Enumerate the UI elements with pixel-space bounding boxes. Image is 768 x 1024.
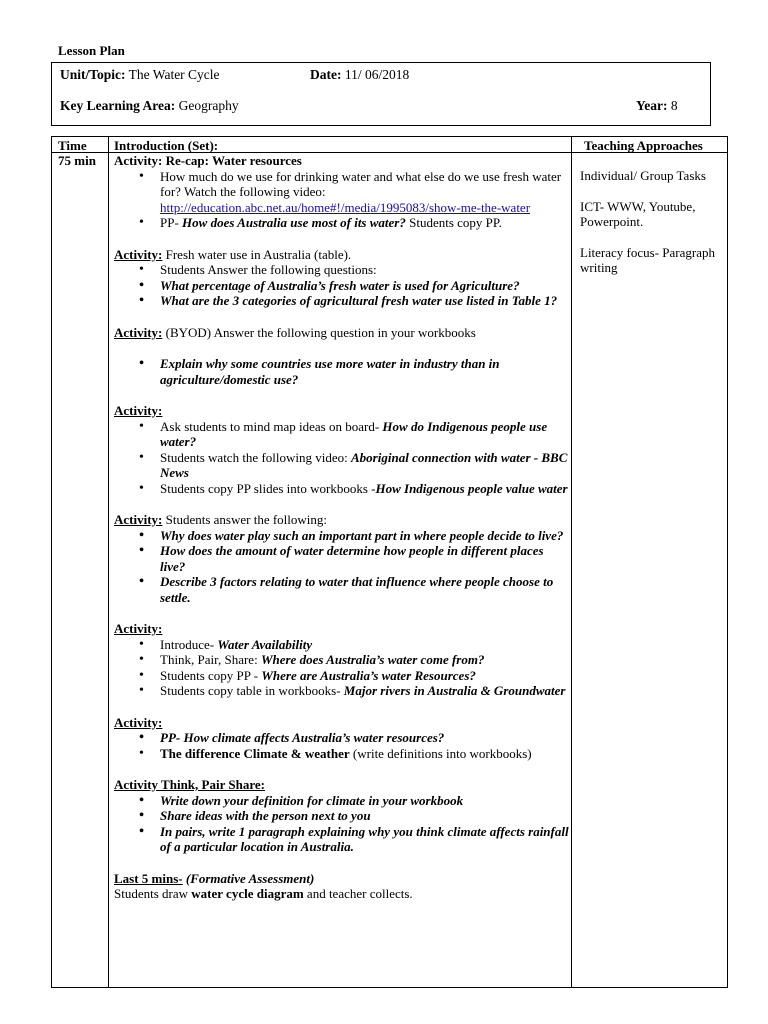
closing-title: Last 5 mins- (Formative Assessment): [114, 870, 315, 886]
list-item: • Students copy table in workbooks- Major rivers in Australia & Groundwater: [160, 683, 569, 699]
lesson-content: [114, 153, 569, 902]
activity-4-title: Activity:: [114, 403, 163, 418]
list-item: • How much do we use for drinking water and what else do we use fresh water for? Watch the following video: http://education.abc.net.au/home#!/media/1995083/show-me-the-water: [160, 169, 569, 216]
activity-1-title: Activity: Re-cap: Water resources: [114, 153, 302, 168]
document-title: Lesson Plan: [58, 43, 125, 58]
year-level: Year: 8: [636, 98, 678, 113]
list-item: • PP- How climate affects Australia’s water resources?: [160, 730, 569, 746]
list-item: • PP- How does Australia use most of its water? Students copy PP.: [160, 215, 569, 231]
list-item: • Share ideas with the person next to you: [160, 808, 569, 824]
header-box: [51, 62, 711, 126]
intro-column-header: Introduction (Set):: [114, 138, 219, 153]
activity-5-title: Activity: Students answer the following:: [114, 512, 328, 527]
list-item: • Students copy PP slides into workbooks -How Indigenous people value water: [160, 481, 569, 497]
video-link[interactable]: http://education.abc.net.au/home#!/media/1995083/show-me-the-water: [160, 199, 531, 215]
list-item: • Describe 3 factors relating to water that influence where people choose to settle.: [160, 574, 569, 605]
list-item: • What percentage of Australia’s fresh water is used for Agriculture?: [160, 278, 569, 294]
list-item: • Students copy PP - Where are Australia’s water Resources?: [160, 668, 569, 684]
approach-column-header: Teaching Approaches: [584, 138, 703, 153]
activity-7-title: Activity:: [114, 714, 163, 730]
list-item: • Students watch the following video: Aboriginal connection with water - BBC News: [160, 450, 569, 481]
approach-item: Individual/ Group Tasks: [580, 168, 706, 183]
list-item: • Write down your definition for climate in your workbook: [160, 793, 569, 809]
time-column-header: Time: [58, 138, 87, 153]
list-item: • In pairs, write 1 paragraph explaining why you think climate affects rainfall of a particular location in Australia.: [160, 824, 569, 855]
teaching-approaches: [580, 168, 725, 291]
closing-task: Students draw water cycle diagram and teacher collects.: [114, 886, 413, 901]
list-item: • Ask students to mind map ideas on board- How do Indigenous people use water?: [160, 419, 569, 450]
list-item: • How does the amount of water determine how people in different places live?: [160, 543, 569, 574]
key-learning-area: Key Learning Area: Geography: [60, 98, 239, 113]
list-item: • Think, Pair, Share: Where does Australia’s water come from?: [160, 652, 569, 668]
list-item: • Introduce- Water Availability: [160, 637, 569, 653]
activity-8-title: Activity Think, Pair Share:: [114, 777, 265, 792]
list-item: • What are the 3 categories of agricultural fresh water use listed in Table 1?: [160, 293, 569, 309]
lesson-date: Date: 11/ 06/2018: [310, 67, 410, 82]
duration: 75 min: [58, 153, 96, 168]
approach-item: Literacy focus- Paragraph writing: [580, 244, 715, 275]
list-item: • Why does water play such an important part in where people decide to live?: [160, 528, 569, 544]
approach-item: ICT- WWW, Youtube, Powerpoint.: [580, 198, 696, 229]
activity-6-title: Activity:: [114, 621, 163, 636]
list-item: • Explain why some countries use more water in industry than in agriculture/domestic use?: [160, 356, 569, 387]
lesson-table: [51, 136, 728, 988]
list-item: • The difference Climate & weather (write definitions into workbooks): [160, 746, 569, 762]
list-item: • Students Answer the following questions:: [160, 262, 569, 278]
activity-2-title: Activity: Fresh water use in Australia (table).: [114, 246, 352, 262]
unit-topic: Unit/Topic: The Water Cycle: [60, 67, 220, 82]
activity-3-title: Activity: (BYOD) Answer the following question in your workbooks: [114, 324, 476, 340]
